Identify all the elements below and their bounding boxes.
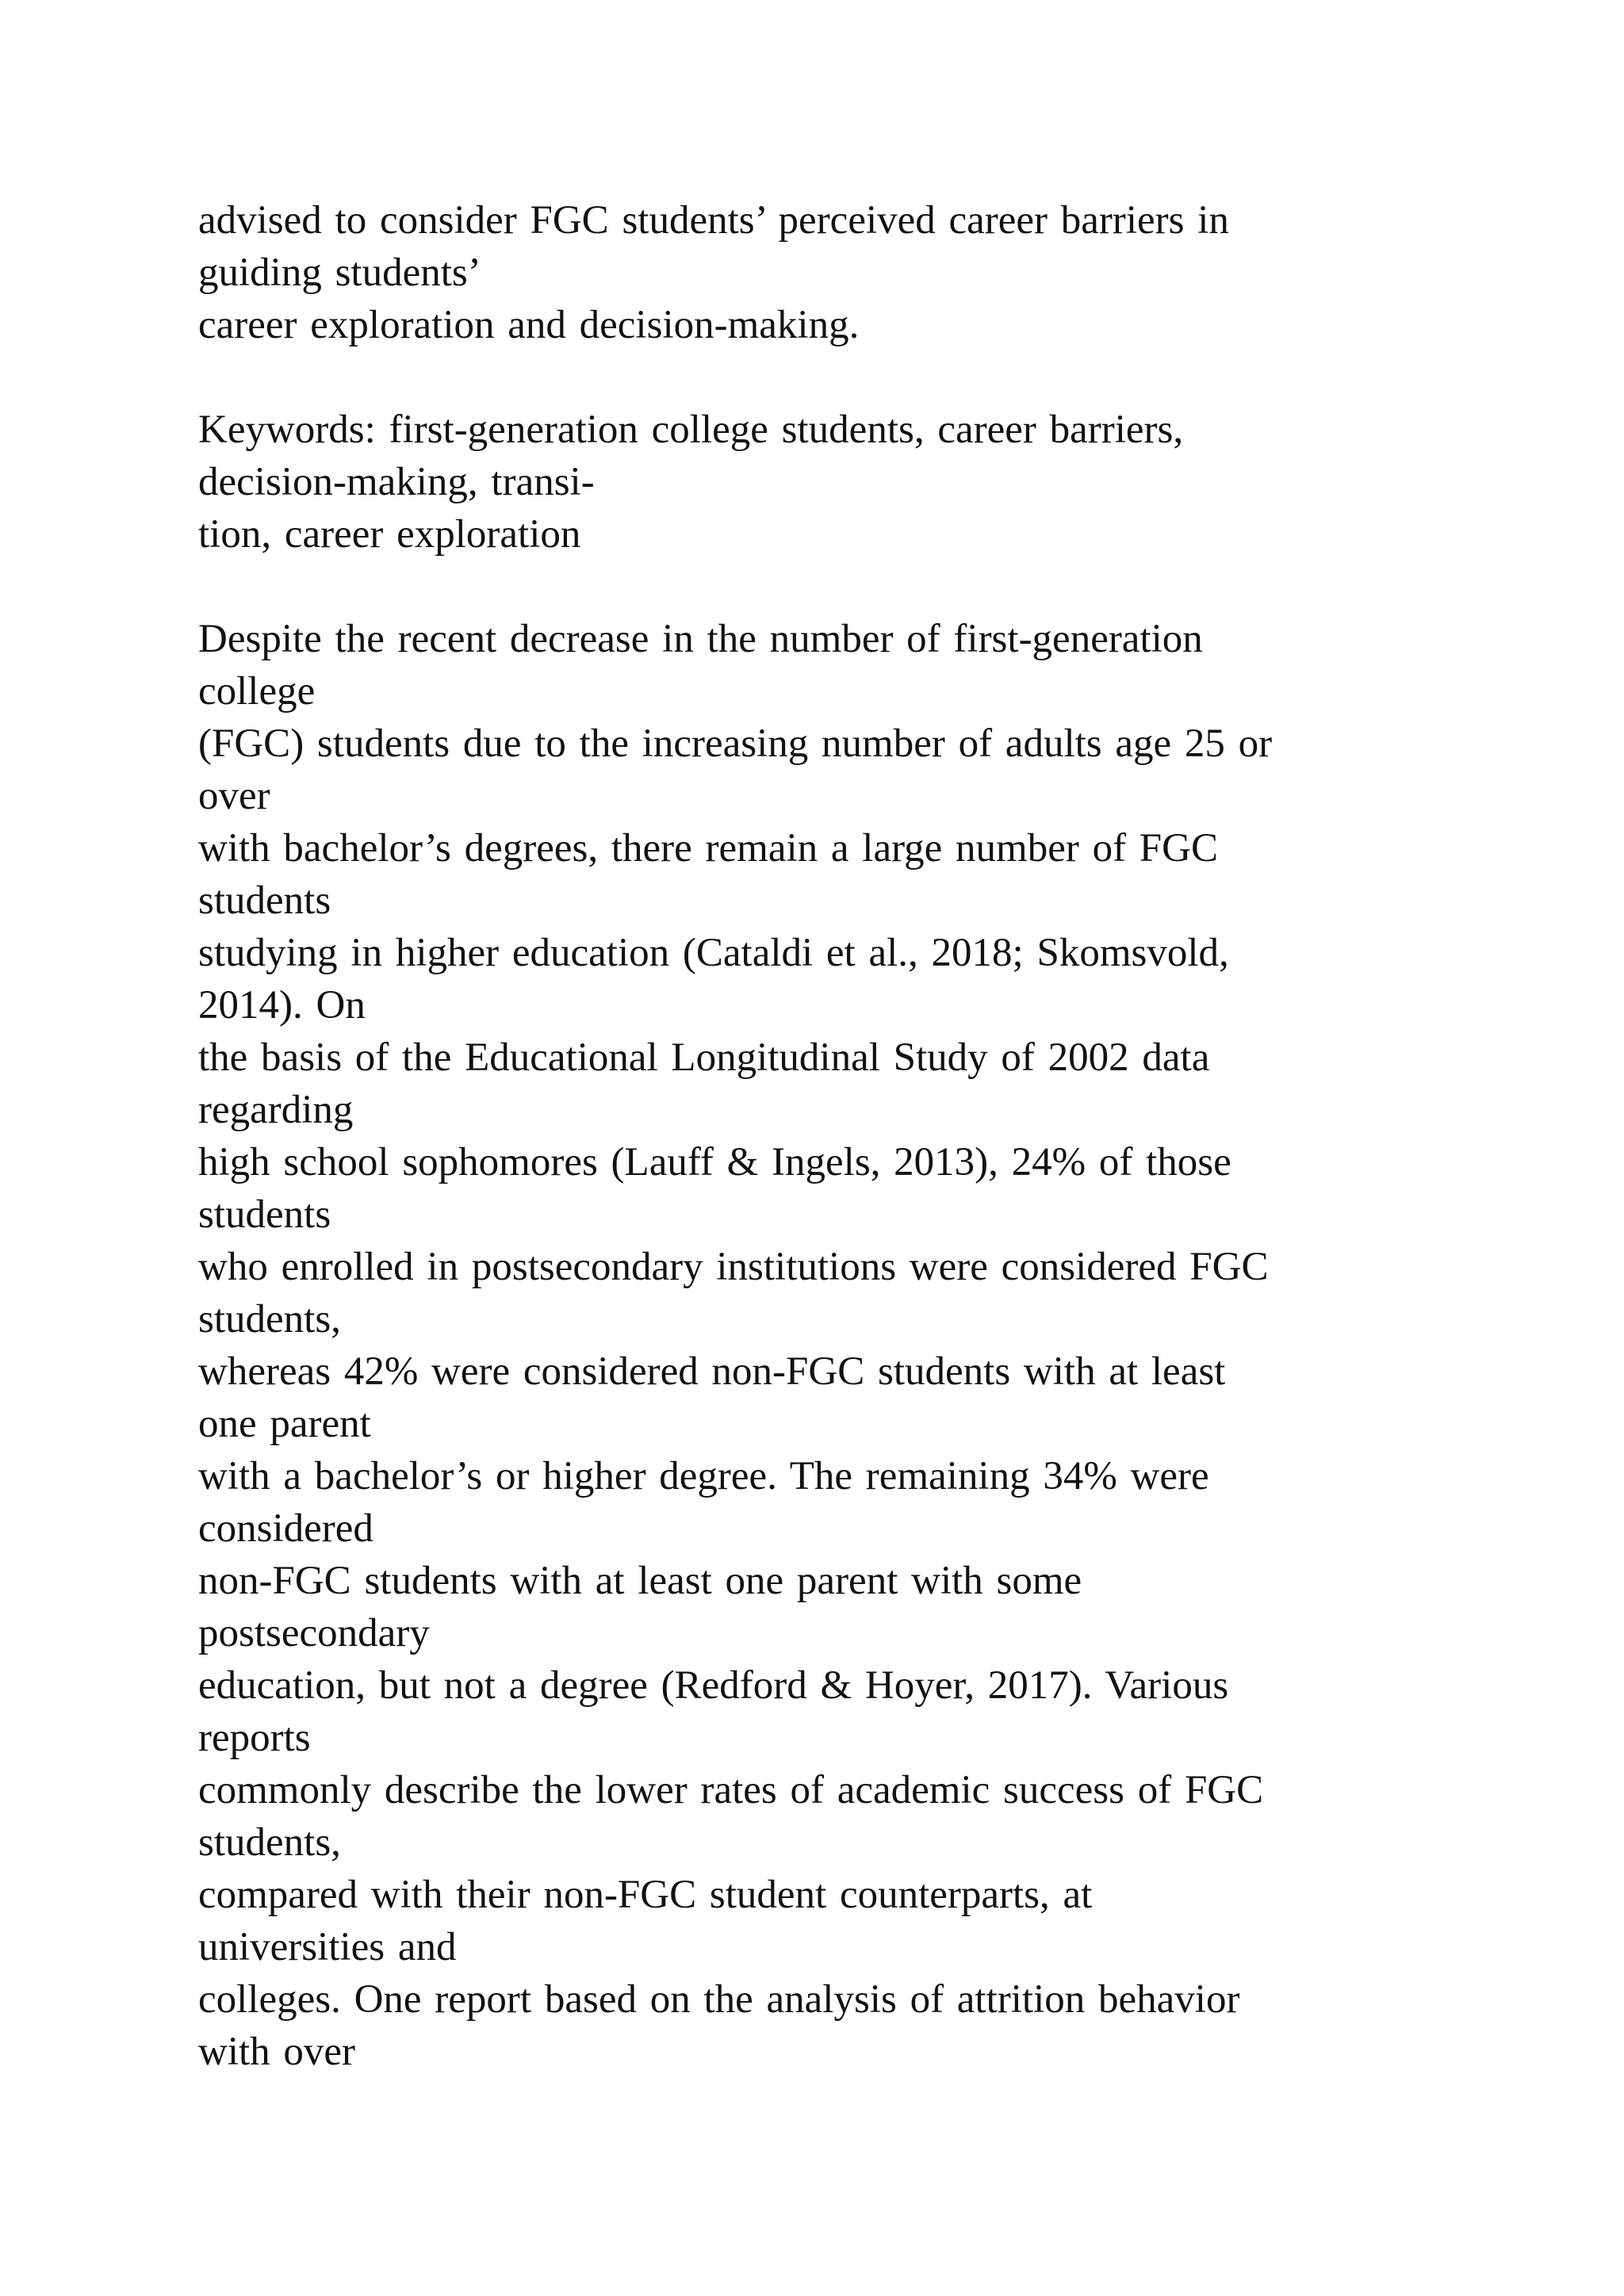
body-line: students, <box>198 1820 341 1865</box>
document-text <box>198 194 1507 2078</box>
body-line: with a bachelor’s or higher degree. The remaining 34% were <box>198 1454 1209 1498</box>
body-line: students, <box>198 1297 341 1341</box>
body-line: universities and <box>198 1925 457 1969</box>
body-line: colleges. One report based on the analysis of attrition behavior <box>198 1977 1240 2022</box>
body-line: compared with their non-FGC student counterparts, at <box>198 1873 1093 1917</box>
body-line: education, but not a degree (Redford & Hoyer, 2017). Various <box>198 1663 1229 1708</box>
body-line: high school sophomores (Lauff & Ingels, 2013), 24% of those <box>198 1140 1231 1184</box>
keywords-line: Keywords: first-generation college students, career barriers, <box>198 408 1184 452</box>
body-line: studying in higher education (Cataldi et al., 2018; Skomsvold, <box>198 931 1229 975</box>
abstract-line: advised to consider FGC students’ perceived career barriers in <box>198 198 1229 243</box>
paragraph-gap <box>198 561 1507 613</box>
body-line: reports <box>198 1716 311 1760</box>
body-line: students <box>198 878 331 923</box>
abstract-line: guiding students’ <box>198 251 481 295</box>
keywords-line: decision-making, transi- <box>198 460 595 504</box>
body-line: college <box>198 669 316 714</box>
body-line: postsecondary <box>198 1611 430 1655</box>
body-line: Despite the recent decrease in the number of first-generation <box>198 617 1203 661</box>
body-line: 2014). On <box>198 983 366 1027</box>
body-line: with over <box>198 2030 356 2074</box>
abstract-line: career exploration and decision-making. <box>198 303 860 347</box>
paragraph-gap <box>198 351 1507 404</box>
body-line: over <box>198 774 270 818</box>
body-line: one parent <box>198 1402 371 1446</box>
body-line: the basis of the Educational Longitudinal Study of 2002 data <box>198 1035 1210 1080</box>
body-line: non-FGC students with at least one parent with some <box>198 1559 1082 1603</box>
body-line: whereas 42% were considered non-FGC students with at least <box>198 1349 1226 1394</box>
body-line: with bachelor’s degrees, there remain a large number of FGC <box>198 826 1219 871</box>
body-line: students <box>198 1192 331 1237</box>
keywords-line: tion, career exploration <box>198 512 581 557</box>
body-line: who enrolled in postsecondary institutions were considered FGC <box>198 1245 1269 1289</box>
body-line: (FGC) students due to the increasing number of adults age 25 or <box>198 721 1273 766</box>
body-line: considered <box>198 1506 373 1551</box>
body-line: regarding <box>198 1088 354 1132</box>
body-line: commonly describe the lower rates of academic success of FGC <box>198 1768 1264 1812</box>
